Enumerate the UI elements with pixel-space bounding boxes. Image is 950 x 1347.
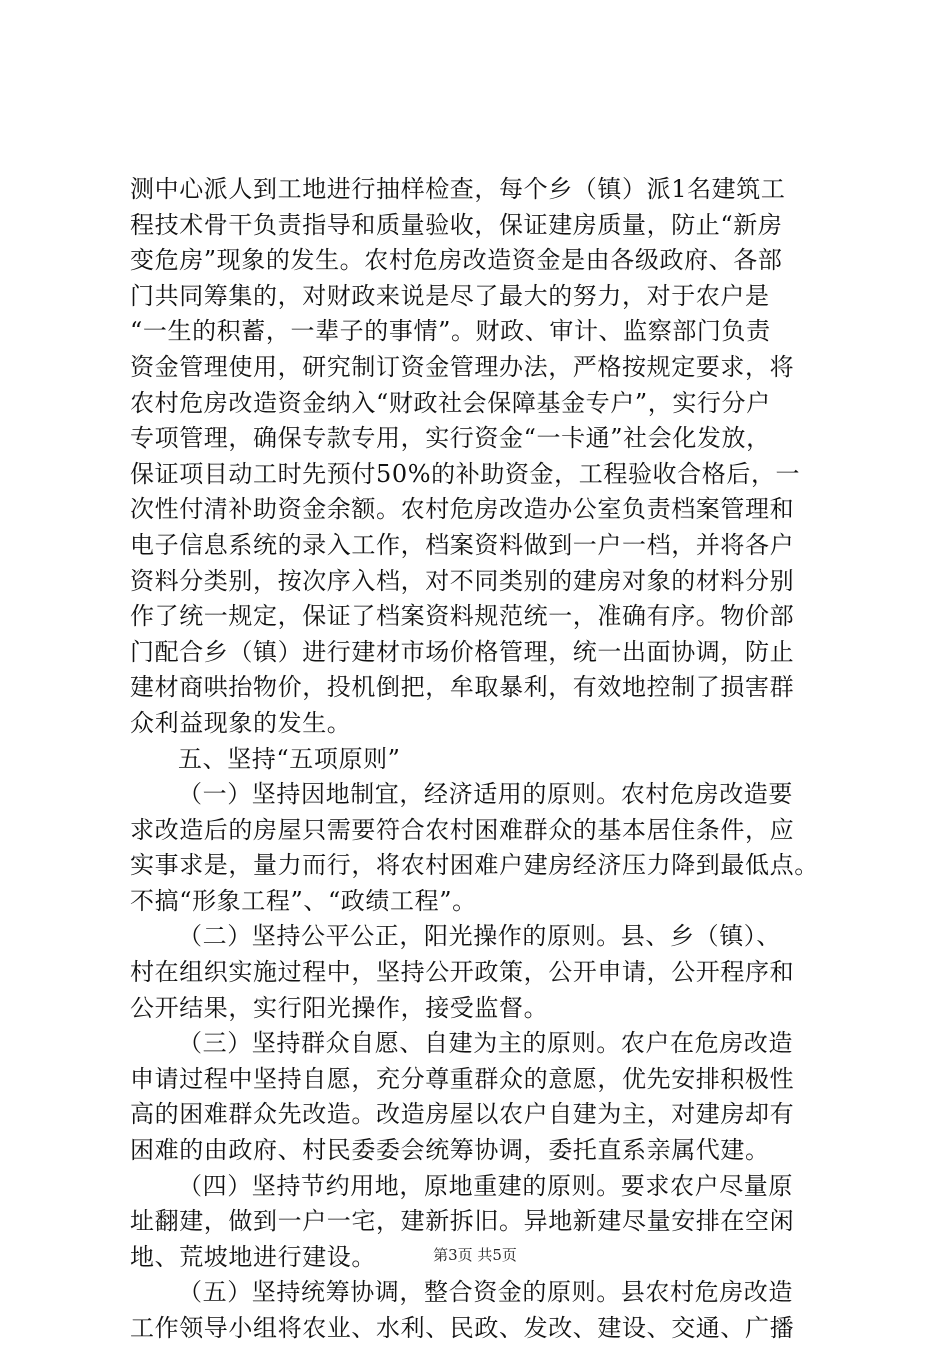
section-heading: 五、坚持“五项原则” [178, 744, 401, 773]
text-line: 测中心派人到工地进行抽样检查，每个乡（镇）派1名建筑工 [130, 175, 786, 203]
text-line: 门共同筹集的，对财政来说是尽了最大的努力，对于农户是 [130, 281, 770, 310]
text-line: （二）坚持公平公正，阳光操作的原则。县、乡（镇）、 [178, 922, 781, 951]
text-line: 工作领导小组将农业、水利、民政、发改、建设、交通、广播 [130, 1314, 795, 1342]
text-line: （三）坚持群众自愿、自建为主的原则。农户在危房改造 [178, 1029, 793, 1058]
text-line: 申请过程中坚持自愿，充分尊重群众的意愿，优先安排积极性 [130, 1064, 795, 1093]
text-line: 保证项目动工时先预付50%的补助资金，工程验收合格后，一 [130, 459, 801, 488]
document-body [130, 172, 830, 1347]
text-line: 作了统一规定，保证了档案资料规范统一，准确有序。物价部 [130, 602, 795, 631]
text-line: 资料分类别，按次序入档，对不同类别的建房对象的材料分别 [130, 566, 795, 595]
text-line: 次性付清补助资金余额。农村危房改造办公室负责档案管理和 [130, 495, 795, 524]
text-line: 电子信息系统的录入工作，档案资料做到一户一档，并将各户 [130, 530, 795, 559]
text-line: 众利益现象的发生。 [130, 708, 352, 737]
text-line: 困难的由政府、村民委委会统筹协调，委托直系亲属代建。 [130, 1136, 770, 1165]
text-line: 求改造后的房屋只需要符合农村困难群众的基本居住条件，应 [130, 815, 795, 844]
page-number-label: 第3页 共5页 [433, 1246, 517, 1264]
text-line: （四）坚持节约用地，原地重建的原则。要求农户尽量原 [178, 1171, 793, 1200]
text-line: （一）坚持因地制宜，经济适用的原则。农村危房改造要 [178, 780, 793, 809]
text-line: 实事求是，量力而行，将农村困难户建房经济压力降到最低点。 [130, 851, 819, 880]
text-line: 高的困难群众先改造。改造房屋以农户自建为主，对建房却有 [130, 1100, 795, 1129]
text-line: 村在组织实施过程中，坚持公开政策，公开申请，公开程序和 [130, 958, 795, 987]
text-line: 建材商哄抬物价，投机倒把，牟取暴利，有效地控制了损害群 [130, 673, 795, 702]
text-line: 地、荒坡地进行建设。 [130, 1242, 376, 1271]
text-line: 址翻建，做到一户一宅，建新拆旧。异地新建尽量安排在空闲 [130, 1207, 795, 1236]
text-line: 程技术骨干负责指导和质量验收，保证建房质量，防止“新房 [130, 210, 783, 239]
text-line: 专项管理，确保专款专用，实行资金“一卡通”社会化发放， [130, 424, 771, 453]
text-line: 资金管理使用，研究制订资金管理办法，严格按规定要求，将 [130, 352, 795, 381]
text-line: 不搞“形象工程”、“政绩工程”。 [130, 886, 477, 915]
text-line: 农村危房改造资金纳入“财政社会保障基金专户”，实行分户 [130, 388, 771, 417]
text-line: （五）坚持统筹协调，整合资金的原则。县农村危房改造 [178, 1278, 793, 1307]
text-line: 门配合乡（镇）进行建材市场价格管理，统一出面协调，防止 [130, 637, 795, 666]
text-line: 公开结果，实行阳光操作，接受监督。 [130, 993, 549, 1022]
text-line: “一生的积蓄，一辈子的事情”。财政、审计、监察部门负责 [130, 317, 771, 346]
text-line: 变危房”现象的发生。农村危房改造资金是由各级政府、各部 [130, 246, 783, 275]
page-footer [0, 1244, 950, 1265]
